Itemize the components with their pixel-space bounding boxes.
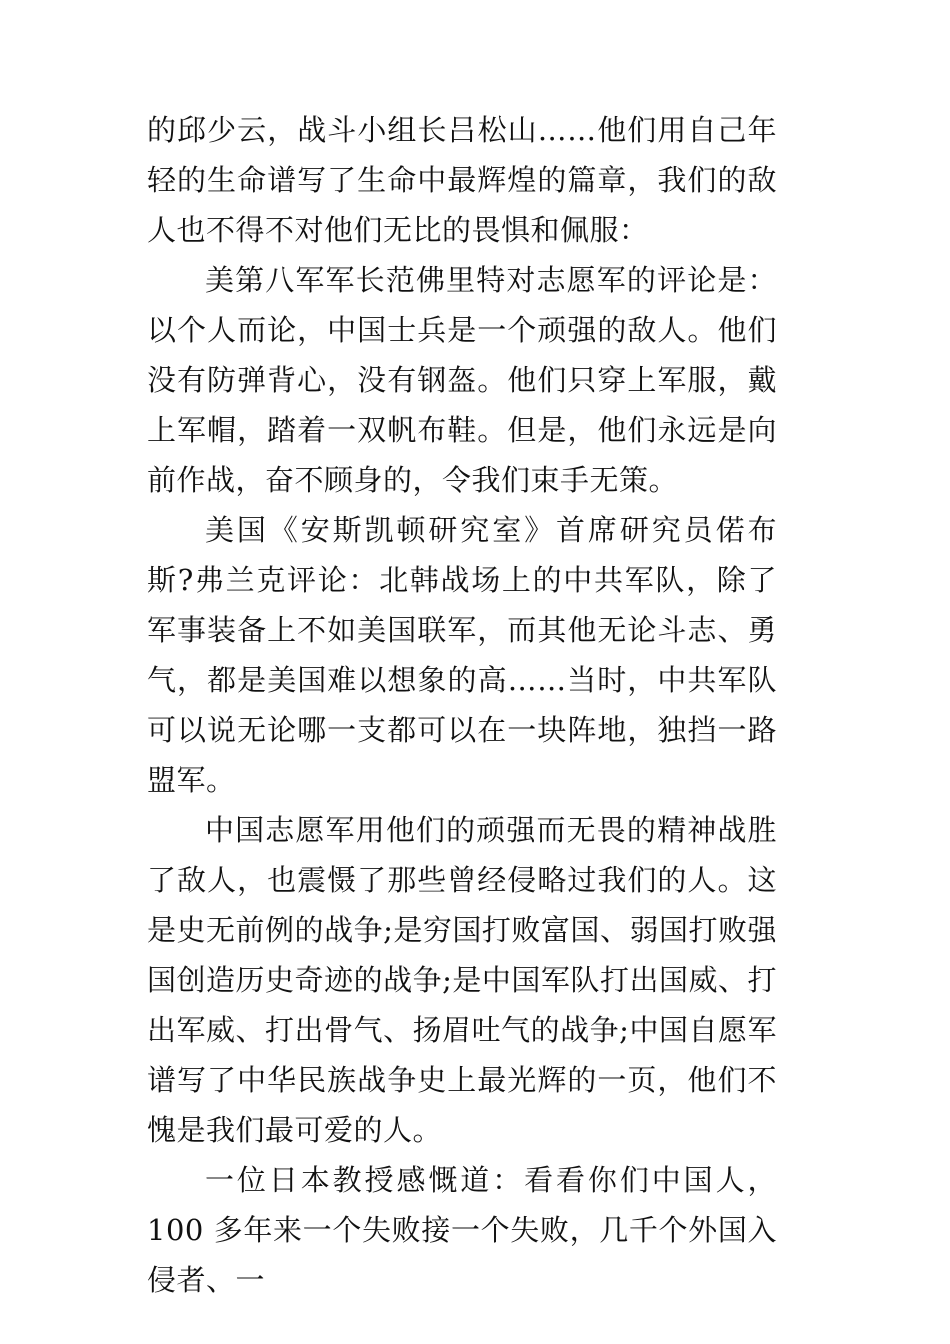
paragraph-continuation: 的邱少云，战斗小组长吕松山……他们用自己年轻的生命谱写了生命中最辉煌的篇章，我们的敌人也不得不对他们无比的畏惧和佩服： — [147, 113, 777, 247]
paragraph-frank-quote: 美国《安斯凯顿研究室》首席研究员偌布斯?弗兰克评论：北韩战场上的中共军队，除了军事装备上不如美国联军，而其他无论斗志、勇气，都是美国难以想象的高……当时，中共军队可以说无论哪一支都可以在一块阵地，独挡一路盟军。 — [147, 513, 777, 797]
paragraph-japanese-professor: 一位日本教授感慨道：看看你们中国人，100 多年来一个失败接一个失败，几千个外国入侵者、一 — [147, 1163, 777, 1297]
paragraph-volunteer-army: 中国志愿军用他们的顽强而无畏的精神战胜了敌人，也震慑了那些曾经侵略过我们的人。这是史无前例的战争;是穷国打败富国、弱国打败强国创造历史奇迹的战争;是中国军队打出国威、打出军威、打出骨气、扬眉吐气的战争;中国自愿军谱写了中华民族战争史上最光辉的一页，他们不愧是我们最可爱的人。 — [147, 813, 777, 1147]
paragraph-van-fleet-quote: 美第八军军长范佛里特对志愿军的评论是：以个人而论，中国士兵是一个顽强的敌人。他们没有防弹背心，没有钢盔。他们只穿上军服，戴上军帽，踏着一双帆布鞋。但是，他们永远是向前作战，奋不顾身的，令我们束手无策。 — [147, 263, 777, 497]
document-body — [147, 105, 777, 1305]
